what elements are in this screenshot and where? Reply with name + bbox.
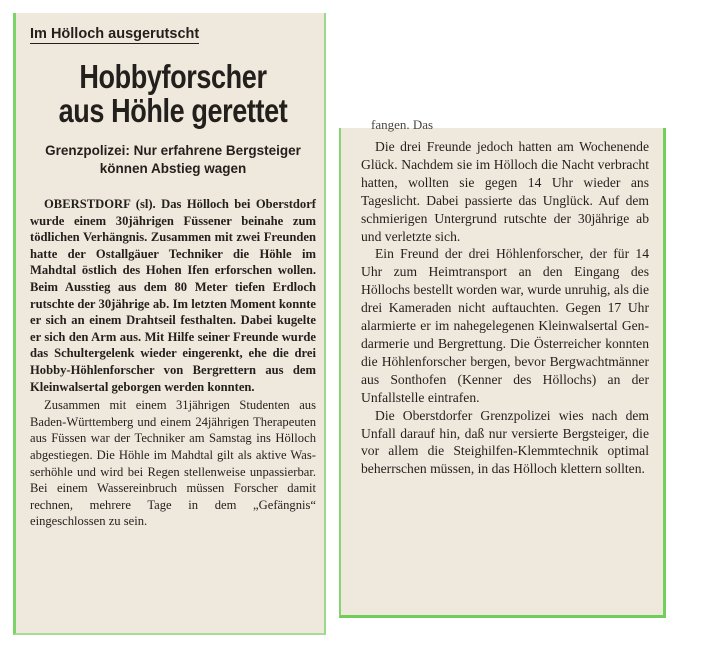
article-paragraph-3: Die drei Freunde jedoch hatten am Wochenende Glück. Nachdem sie im Hölloch die Nacht verbracht hatten, wollten sie gegen 14 Uhr wieder ans Tageslicht. Dabei passierte das Unglück. Auf dem schmierigen Untergrund rutschte der 30jährige ab und verletzte sich.	[361, 139, 649, 244]
cut-off-text: fangen. Das	[371, 117, 434, 132]
article-paragraph-5: Die Oberstdorfer Grenzpolizei wies nach dem Unfall darauf hin, daß nur versierte Bergsteiger, die vor allem die Steighilfen-Klemmtechnik optimal beherrschen müssen, in das Hölloch klettern sollten.	[361, 407, 649, 477]
article-headline: Hobbyforscher aus Höhle gerettet	[58, 58, 288, 129]
article-paragraph-2: Zusammen mit einem 31jährigen Studenten aus Baden-Württemberg und einem 24jährigen Therapeuten aus Füssen war der Techniker am Samstag ins Hölloch abgestiegen. Die Höhle im Mahdtal gilt als aktive Wasserhöhle und wird bei Regen stellenweise unpassierbar. Bei einem Wassereinbruch müssen Forscher damit rechnen, mehrere Tage in dem „Gefängnis“ eingeschlossen zu sein.	[30, 398, 316, 529]
clipping-right-column	[339, 117, 666, 618]
article-subheadline: Grenzpolizei: Nur erfahrene Bergsteiger können Abstieg wagen	[45, 143, 301, 176]
article-lead-paragraph: OBERSTDORF (sl). Das Hölloch bei Oberstdorf wurde einem 30jährigen Füssener beinahe zum tödlichen Verhängnis. Zusammen mit zwei Freunden hatte der Ostallgäuer Techniker die Höhle im Mahdtal östlich des Hohen Ifen erforschen wollen. Beim Ausstieg aus dem 80 Meter tiefen Erdloch rutschte der 30jährige ab. Im letzten Moment konnte er sich an einem Drahtseil festhalten. Dabei kugelte er sich den Arm aus. Mit Hilfe seiner Freunde wurde das Schultergelenk wieder eingerenkt, ehe die drei Hobby-Höhlenforscher von Bergrettern aus dem Kleinwalsertal geborgen werden konnten.	[30, 197, 316, 394]
article-paragraph-4: Ein Freund der drei Höhlenforscher, der für 14 Uhr zum Heimtransport an den Eingang des Höllochs bestellt worden war, wurde unruhig, als die drei Kameraden nicht auftauchten. Gegen 17 Uhr alarmierte er im nahegelegenen Kleinwalsertal Gendarmerie und Bergrettung. Die Österreicher konnten die Höhlenforscher bergen, bevor Bergwachtmänner aus Sonthofen (Kenner des Höllochs) an der Unfallstelle eintrafen.	[361, 246, 649, 405]
article-kicker: Im Hölloch ausgerutscht	[30, 26, 200, 42]
cut-off-text-line	[361, 117, 649, 134]
clipping-left-column	[13, 13, 326, 635]
